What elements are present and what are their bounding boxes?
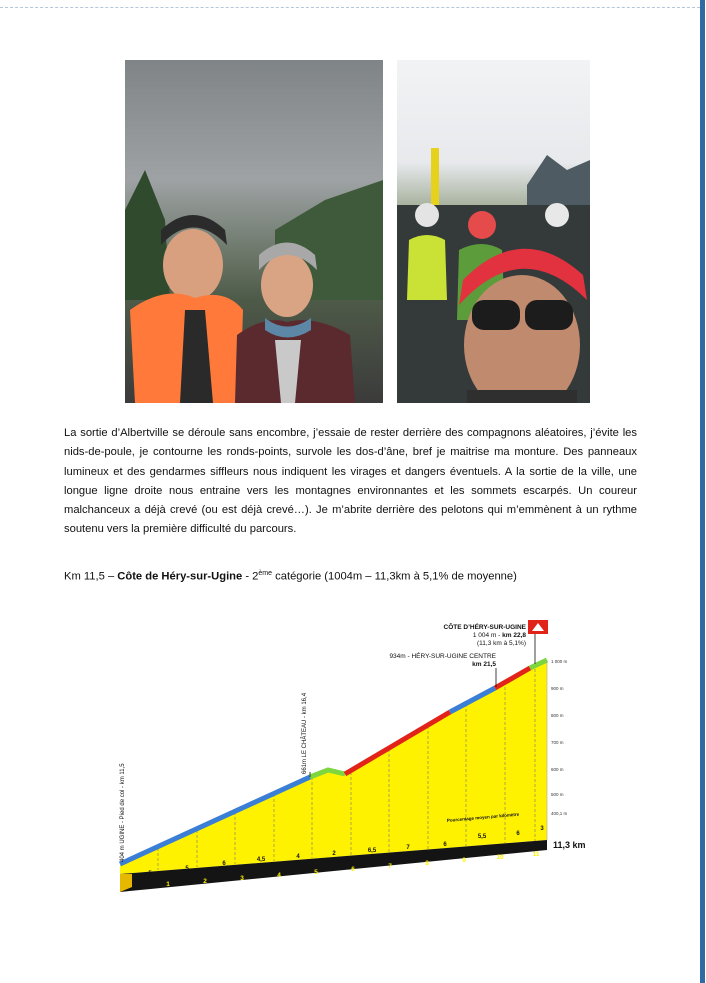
climb-name: Côte de Héry-sur-Ugine [117,570,243,583]
percent-km6: 2 [332,851,336,857]
alt-tick-900: 900 m [551,686,564,691]
photo-riders-selfie [125,60,383,403]
percent-km8: 7 [406,845,410,851]
climb-sep: - 2 [242,570,259,583]
km-label-5: 5 [314,869,318,876]
percent-km4: 4,5 [256,857,266,863]
alt-tick-1000: 1 000 m [551,659,568,664]
page-right-border [700,0,705,983]
chateau-label: 661m LE CHÂTEAU - km 16,4 [302,692,308,774]
percent-km5: 4 [296,854,300,860]
percent-legend: Pourcentage moyen par kilomètre [446,811,520,823]
km-label-6: 6 [351,866,355,873]
alt-tick-500: 500 m [551,792,564,797]
km-label-8: 8 [425,860,429,867]
climb-km: Km 11,5 – [64,570,118,583]
centre-km: km 21,5 [472,661,496,668]
percent-km10: 5,5 [477,834,487,840]
km-label-4: 4 [277,872,281,879]
start-label: 404 m UGINE - Pied de col - km 11,5 [120,763,126,862]
percent-km11: 6 [516,831,520,837]
summit-detail: (11,3 km à 5,1%) [476,640,526,647]
climb-sup: ème [258,570,273,577]
climb-heading [64,570,664,583]
km-label-2: 2 [203,878,207,885]
narrative-paragraph: La sortie d’Albertville se déroule sans encombre, j’essaie de rester derrière des compagnons aléatoires, j’évite les nids-de-poule, je contourne les ronds-points, survole les dos-d’âne, bref je maitrise ma monture. Des panneaux lumineux et des gendarmes siffleurs nous indiquent les virages et dangers éventuels. A la sortie de la ville, une longue ligne droite nous entraine vers les montagnes environnantes et les sommets escarpés. Un coureur malchanceux a déjà crevé (ou est déjà crevé…). Je m’abrite derrière des pelotons qui m’emmènent à un rythme soutenu vers la première difficulté du parcours. [64,427,637,536]
summit-title: CÔTE D’HÉRY-SUR-UGINE [443,624,526,631]
km-label-3: 3 [240,875,244,882]
percent-km3: 6 [222,861,226,867]
percent-km9: 6 [443,842,447,848]
summit-km: km 22,8 [502,632,526,639]
alt-tick-800: 800 m [551,713,564,718]
km-label-7: 7 [388,863,392,870]
percent-km12: 3 [540,826,544,832]
alt-tick-400: 400,1 m [551,811,568,816]
percent-km7: 6,5 [367,848,377,854]
alt-tick-700: 700 m [551,740,564,745]
km-label-1: 1 [166,881,170,888]
page-top-border [0,7,700,8]
percent-km2: 5 [185,866,189,872]
summit-flag-icon [528,620,548,634]
km-label-11: 11 [532,851,540,858]
total-distance: 11,3 km [553,840,586,850]
climb-profile-diagram [110,612,610,902]
percent-km1: 5 [148,871,152,877]
summit-alt: 1 004 m - [472,632,503,639]
climb-details: catégorie (1004m – 11,3km à 5,1% de moyenne) [272,570,517,583]
km-label-10: 10 [496,854,504,861]
km-label-9: 9 [462,857,466,864]
centre-label: 934m - HÉRY-SUR-UGINE CENTRE [389,653,496,660]
alt-tick-600: 600 m [551,767,564,772]
svg-text:1 004 m - km 22,8 [473,632,527,639]
photo-peloton-selfie [397,60,590,403]
